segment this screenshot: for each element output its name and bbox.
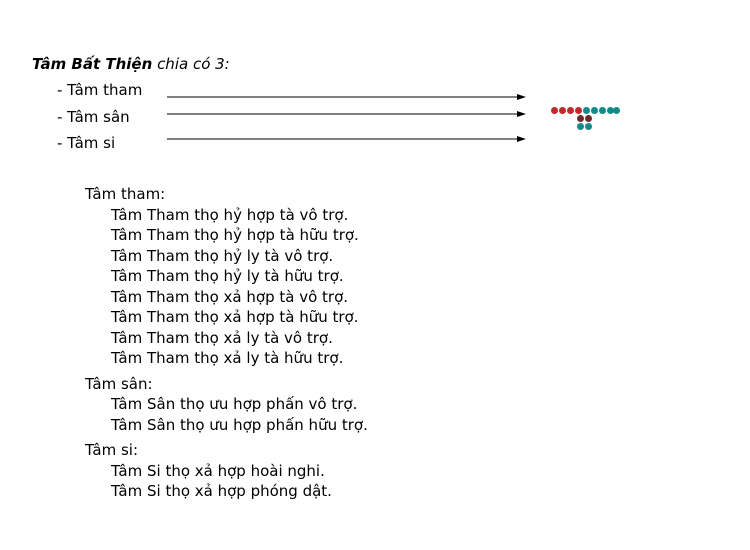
detail-line: Tâm Sân thọ ưu hợp phấn vô trợ. <box>111 395 358 413</box>
dot-red <box>575 107 582 114</box>
group-tam-si <box>85 440 368 502</box>
dot-teal <box>583 107 590 114</box>
group-tam-san <box>85 374 368 436</box>
detail-line: Tâm Tham thọ xả ly tà vô trợ. <box>111 328 333 347</box>
group-tam-tham <box>85 184 368 369</box>
detail-line: Tâm Tham thọ hỷ ly tà hữu trợ. <box>111 267 344 285</box>
group-heading: Tâm tham: <box>85 185 166 203</box>
detail-line: Tâm Sân thọ ưu hợp phấn hữu trợ. <box>111 415 368 434</box>
detail-line: Tâm Tham thọ hỷ ly tà vô trợ. <box>111 246 334 265</box>
title-bold: Tâm Bất Thiện <box>32 55 153 73</box>
detail-line: Tâm Tham thọ xả hợp tà vô trợ. <box>111 287 349 306</box>
detail-line: Tâm Tham thọ xả hợp tà hữu trợ. <box>111 308 359 326</box>
group-heading: Tâm sân: <box>85 374 153 393</box>
dot-red <box>551 107 558 114</box>
detail-line: Tâm Tham thọ xả ly tà hữu trợ. <box>111 349 344 367</box>
detail-line: Tâm Si thọ xả hợp phóng dật. <box>111 482 332 500</box>
group-heading: Tâm si: <box>85 441 139 459</box>
title-rest: chia có 3: <box>157 55 230 73</box>
category-tam-tham: - Tâm tham <box>57 81 143 99</box>
dot-teal <box>577 123 584 130</box>
dot-red <box>559 107 566 114</box>
detail-line: Tâm Tham thọ hỷ hợp tà hữu trợ. <box>111 226 359 244</box>
arrow-tam-tham <box>167 94 526 100</box>
detail-line: Tâm Tham thọ hỷ hợp tà vô trợ. <box>111 205 349 224</box>
arrow-tam-si <box>167 136 526 142</box>
arrow-tam-san <box>167 111 526 117</box>
detail-line: Tâm Si thọ xả hợp hoài nghi. <box>111 461 325 480</box>
dot-teal <box>591 107 598 114</box>
dot-teal <box>599 107 606 114</box>
dot-brown <box>585 115 592 122</box>
dot-red <box>567 107 574 114</box>
detail-list <box>85 184 368 507</box>
dot-teal <box>613 107 620 114</box>
dot-brown <box>577 115 584 122</box>
category-tam-san: - Tâm sân <box>57 108 130 126</box>
category-tam-si: - Tâm si <box>57 134 116 152</box>
dot-teal <box>585 123 592 130</box>
